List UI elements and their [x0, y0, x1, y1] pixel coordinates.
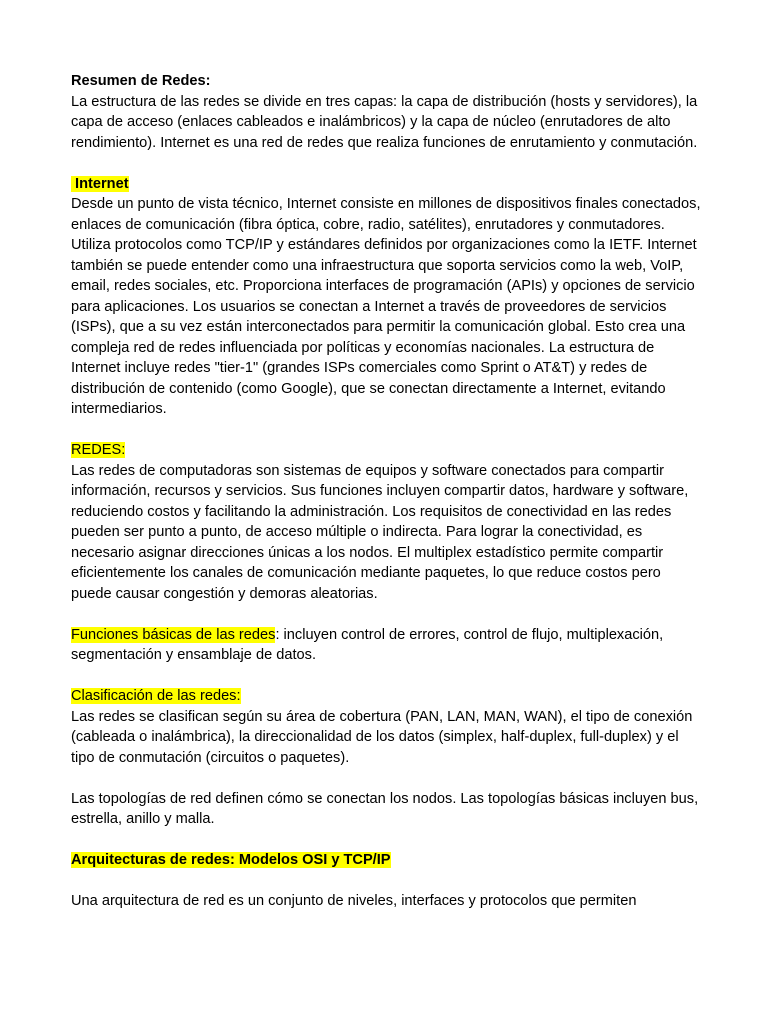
paragraph-gap — [71, 666, 701, 687]
funciones-heading: Funciones básicas de las redes — [71, 626, 276, 643]
topologias-paragraph: Las topologías de red definen cómo se conectan los nodos. Las topologías básicas incluyen bus, estrella, anillo y malla. — [71, 790, 699, 827]
redes-heading-line — [71, 440, 701, 461]
arquitecturas-paragraph: Una arquitectura de red es un conjunto de niveles, interfaces y protocolos que permiten — [71, 893, 637, 909]
clasificacion-paragraph: Las redes se clasifican según su área de cobertura (PAN, LAN, MAN, WAN), el tipo de conexión (cableada o inalámbrica), la direccionalidad de los datos (simplex, half-duplex, full-duplex) y el tipo de conmutación (circuitos o paquetes). — [71, 708, 693, 766]
clasificacion-heading: Clasificación de las redes: — [71, 688, 241, 704]
internet-paragraph: Desde un punto de vista técnico, Internet consiste en millones de dispositivos finales conectados, enlaces de comunicación (fibra óptica, cobre, radio, satélites), enrutadores y conmutadores. Utiliza protocolos como TCP/IP y estándares definidos por organizaciones como la IETF. Internet también se puede entender como una infraestructura que soporta servicios como la web, VoIP, email, redes sociales, etc. Proporciona interfaces de programación (APIs) y opciones de servicio para aplicaciones. Los usuarios se conectan a Internet a través de proveedores de servicios (ISPs), que a su vez están interconectados para permitir la comunicación global. Esto crea una compleja red de redes influenciada por políticas y economías nacionales. La estructura de Internet incluye redes "tier-1" (grandes ISPs comerciales como Sprint o AT&T) y redes de distribución de contenido (como Google), que se conectan directamente a Internet, evitando intermediarios. — [71, 196, 701, 417]
paragraph-gap — [71, 420, 701, 441]
resumen-paragraph: La estructura de las redes se divide en tres capas: la capa de distribución (hosts y servidores), la capa de acceso (enlaces cableados e inalámbricos) y la capa de núcleo (enrutadores de alto rendimiento). Internet es una red de redes que realiza funciones de enrutamiento y conmutación. — [71, 93, 698, 151]
document-page — [71, 71, 701, 912]
internet-heading: Internet — [71, 175, 129, 192]
paragraph-gap — [71, 604, 701, 625]
funciones-text: : incluyen control de errores, control de flujo, multiplexación, segmentación y ensamblaje de datos. — [71, 626, 664, 663]
clasificacion-heading-line — [71, 686, 701, 707]
arquitecturas-heading-line — [71, 850, 701, 871]
redes-paragraph: Las redes de computadoras son sistemas de equipos y software conectados para compartir información, recursos y servicios. Sus funciones incluyen compartir datos, hardware y software, reduciendo costos y facilitando la administración. Los requisitos de conectividad en las redes pueden ser punto a punto, de acceso múltiple o indirecta. Para lograr la conectividad, es necesario asignar direcciones únicas a los nodos. El multiplex estadístico permite compartir eficientemente los canales de comunicación mediante paquetes, lo que reduce costos pero puede causar congestión y demoras aleatorias. — [71, 462, 689, 602]
funciones-paragraph — [71, 625, 701, 666]
paragraph-gap — [71, 871, 701, 892]
internet-heading-line — [71, 174, 701, 195]
redes-heading: REDES: — [71, 442, 126, 458]
paragraph-gap — [71, 768, 701, 789]
paragraph-gap — [71, 830, 701, 851]
resumen-heading: Resumen de Redes: — [71, 73, 211, 89]
paragraph-gap — [71, 153, 701, 174]
arquitecturas-heading: Arquitecturas de redes: Modelos OSI y TCP/IP — [71, 852, 391, 868]
